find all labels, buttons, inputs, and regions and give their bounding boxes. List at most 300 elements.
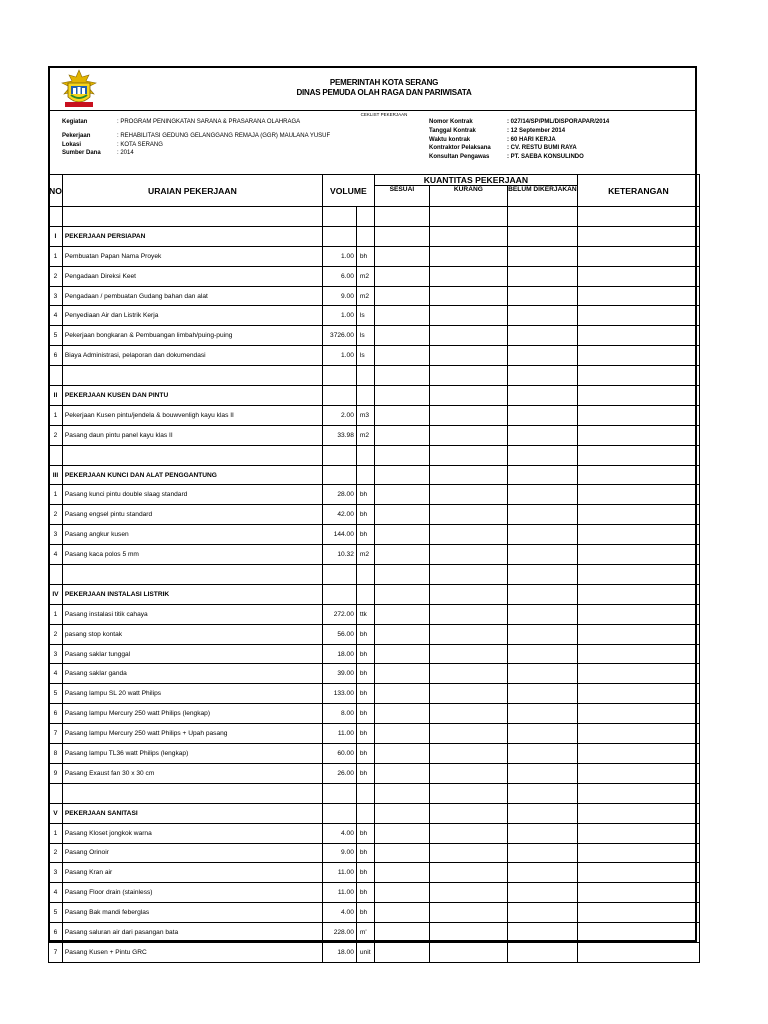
- row-description: Pekerjaan bongkaran & Pembuangan limbah/puing-puing: [62, 326, 322, 346]
- row-volume: 144.00: [322, 525, 356, 545]
- cell-keterangan: [577, 624, 699, 644]
- cell-keterangan: [577, 207, 699, 227]
- cell-belum: [507, 366, 577, 386]
- cell-kurang: [429, 207, 507, 227]
- col-header-kuantitas: KUANTITAS PEKERJAAN: [374, 175, 577, 186]
- info-label: Waktu kontrak: [429, 136, 471, 143]
- info-left-values: [117, 118, 330, 158]
- header-line-1: PEMERINTAH KOTA SERANG: [329, 78, 439, 87]
- info-left-labels: [62, 118, 101, 158]
- row-number: 2: [49, 624, 63, 644]
- cell-sesuai: [374, 465, 429, 485]
- row-description: Biaya Administrasi, pelaporan dan dokumendasi: [62, 346, 322, 366]
- cell-belum: [507, 684, 577, 704]
- row-volume: 1.00: [322, 246, 356, 266]
- blank-row: [49, 366, 700, 386]
- table-row: [49, 485, 700, 505]
- col-header-no: NO: [49, 175, 63, 207]
- cell-kurang: [429, 226, 507, 246]
- cell-kurang: [429, 883, 507, 903]
- row-number: 1: [49, 604, 63, 624]
- row-volume: 28.00: [322, 485, 356, 505]
- row-volume: 8.00: [322, 704, 356, 724]
- row-number: 6: [49, 704, 63, 724]
- row-unit: bh: [356, 744, 374, 764]
- cell-belum: [507, 326, 577, 346]
- row-volume: [322, 584, 356, 604]
- table-row: [49, 823, 700, 843]
- cell-kurang: [429, 843, 507, 863]
- cell-sesuai: [374, 803, 429, 823]
- cell-kurang: [429, 704, 507, 724]
- cell-keterangan: [577, 545, 699, 565]
- cell-keterangan: [577, 584, 699, 604]
- row-number: 1: [49, 405, 63, 425]
- row-volume: 18.00: [322, 942, 356, 962]
- table-row: [49, 664, 700, 684]
- cell-keterangan: [577, 286, 699, 306]
- blank-row: [49, 783, 700, 803]
- row-description: [62, 565, 322, 585]
- cell-kurang: [429, 684, 507, 704]
- cell-belum: [507, 525, 577, 545]
- row-unit: bh: [356, 863, 374, 883]
- cell-belum: [507, 425, 577, 445]
- cell-sesuai: [374, 783, 429, 803]
- row-description: Pasang saluran air dari pasangan bata: [62, 923, 322, 943]
- row-volume: 3726.00: [322, 326, 356, 346]
- row-description: Pasang Orinoir: [62, 843, 322, 863]
- row-description: Pasang lampu Mercury 250 watt Philips (lengkap): [62, 704, 322, 724]
- cell-sesuai: [374, 863, 429, 883]
- table-body: [49, 207, 700, 963]
- info-value: : KOTA SERANG: [117, 141, 163, 148]
- cell-sesuai: [374, 565, 429, 585]
- cell-belum: [507, 744, 577, 764]
- row-volume: 33.98: [322, 425, 356, 445]
- cell-keterangan: [577, 744, 699, 764]
- cell-kurang: [429, 783, 507, 803]
- row-unit: bh: [356, 883, 374, 903]
- cell-sesuai: [374, 883, 429, 903]
- cell-kurang: [429, 366, 507, 386]
- row-volume: 272.00: [322, 604, 356, 624]
- info-value: : PT. SAEBA KONSULINDO: [507, 154, 584, 161]
- row-number: 1: [49, 823, 63, 843]
- row-unit: [356, 386, 374, 406]
- cell-belum: [507, 624, 577, 644]
- cell-sesuai: [374, 704, 429, 724]
- section-row: [49, 465, 700, 485]
- cell-kurang: [429, 445, 507, 465]
- info-value: : CV. RESTU BUMI RAYA: [507, 145, 577, 152]
- cell-belum: [507, 565, 577, 585]
- row-unit: [356, 565, 374, 585]
- cell-keterangan: [577, 604, 699, 624]
- row-unit: m': [356, 923, 374, 943]
- table-row: [49, 505, 700, 525]
- info-value: : REHABILITASI GEDUNG GELANGGANG REMAJA (GGR) MAULANA YUSUF: [117, 132, 331, 139]
- row-description: Pasang lampu SL 20 watt Philips: [62, 684, 322, 704]
- row-number: 1: [49, 246, 63, 266]
- cell-keterangan: [577, 366, 699, 386]
- row-volume: 4.00: [322, 903, 356, 923]
- cell-kurang: [429, 923, 507, 943]
- row-description: Pengadaan Direksi Keet: [62, 266, 322, 286]
- info-label: Kontraktor Pelaksana: [429, 145, 491, 152]
- table-row: [49, 644, 700, 664]
- table-row: [49, 883, 700, 903]
- cell-belum: [507, 704, 577, 724]
- table-row: [49, 763, 700, 783]
- cell-sesuai: [374, 246, 429, 266]
- cell-keterangan: [577, 684, 699, 704]
- cell-kurang: [429, 246, 507, 266]
- row-description: Pasang Floor drain (stainless): [62, 883, 322, 903]
- table-row: [49, 903, 700, 923]
- cell-keterangan: [577, 843, 699, 863]
- cell-kurang: [429, 545, 507, 565]
- row-unit: ls: [356, 326, 374, 346]
- cell-kurang: [429, 724, 507, 744]
- header-divider: [48, 110, 697, 111]
- table-row: [49, 346, 700, 366]
- table-row: [49, 286, 700, 306]
- section-row: [49, 226, 700, 246]
- table-row: [49, 266, 700, 286]
- row-unit: bh: [356, 823, 374, 843]
- row-volume: 11.00: [322, 724, 356, 744]
- cell-sesuai: [374, 485, 429, 505]
- cell-keterangan: [577, 405, 699, 425]
- row-description: Pasang lampu Mercury 250 watt Philips + Upah pasang: [62, 724, 322, 744]
- row-number: 2: [49, 266, 63, 286]
- cell-belum: [507, 783, 577, 803]
- cell-belum: [507, 545, 577, 565]
- cell-sesuai: [374, 624, 429, 644]
- table-row: [49, 724, 700, 744]
- cell-keterangan: [577, 346, 699, 366]
- row-description: Pembuatan Papan Nama Proyek: [62, 246, 322, 266]
- cell-sesuai: [374, 724, 429, 744]
- row-unit: ttk: [356, 604, 374, 624]
- row-number: III: [49, 465, 63, 485]
- blank-row: [49, 565, 700, 585]
- cell-sesuai: [374, 445, 429, 465]
- cell-keterangan: [577, 226, 699, 246]
- cell-keterangan: [577, 485, 699, 505]
- row-number: 3: [49, 644, 63, 664]
- cell-sesuai: [374, 923, 429, 943]
- cell-sesuai: [374, 744, 429, 764]
- cell-sesuai: [374, 903, 429, 923]
- row-unit: bh: [356, 485, 374, 505]
- cell-belum: [507, 207, 577, 227]
- row-volume: 11.00: [322, 863, 356, 883]
- row-number: [49, 565, 63, 585]
- cell-sesuai: [374, 405, 429, 425]
- cell-sesuai: [374, 266, 429, 286]
- row-description: Pasang saklar ganda: [62, 664, 322, 684]
- section-row: [49, 584, 700, 604]
- cell-sesuai: [374, 386, 429, 406]
- header-line-2: DINAS PEMUDA OLAH RAGA DAN PARIWISATA: [296, 88, 472, 97]
- row-description: pasang stop kontak: [62, 624, 322, 644]
- cell-keterangan: [577, 445, 699, 465]
- row-description: [62, 207, 322, 227]
- ceklist-title: CEKLIST PEKERJAAN: [360, 112, 408, 117]
- info-value: : 12 September 2014: [507, 127, 566, 134]
- row-unit: bh: [356, 903, 374, 923]
- info-value: : PROGRAM PENINGKATAN SARANA & PRASARANA OLAHRAGA: [117, 119, 301, 125]
- cell-belum: [507, 923, 577, 943]
- row-number: I: [49, 226, 63, 246]
- table-row: [49, 863, 700, 883]
- row-unit: m3: [356, 405, 374, 425]
- row-description: Pasang angkur kusen: [62, 525, 322, 545]
- cell-keterangan: [577, 525, 699, 545]
- work-checklist-table: [48, 174, 700, 963]
- cell-sesuai: [374, 942, 429, 962]
- table-row: [49, 545, 700, 565]
- info-right-values: [507, 118, 609, 162]
- info-value: : 60 HARI KERJA: [507, 136, 556, 143]
- cell-sesuai: [374, 664, 429, 684]
- row-unit: bh: [356, 624, 374, 644]
- row-unit: bh: [356, 505, 374, 525]
- cell-belum: [507, 724, 577, 744]
- cell-kurang: [429, 942, 507, 962]
- cell-belum: [507, 664, 577, 684]
- cell-belum: [507, 803, 577, 823]
- cell-belum: [507, 226, 577, 246]
- cell-belum: [507, 306, 577, 326]
- cell-kurang: [429, 425, 507, 445]
- row-description: Pasang Exaust fan 30 x 30 cm: [62, 763, 322, 783]
- row-number: 4: [49, 306, 63, 326]
- row-volume: 1.00: [322, 346, 356, 366]
- row-volume: [322, 366, 356, 386]
- cell-belum: [507, 246, 577, 266]
- row-volume: [322, 445, 356, 465]
- table-row: [49, 306, 700, 326]
- row-volume: 42.00: [322, 505, 356, 525]
- cell-kurang: [429, 346, 507, 366]
- cell-sesuai: [374, 226, 429, 246]
- row-volume: [322, 803, 356, 823]
- table-row: [49, 624, 700, 644]
- row-number: 3: [49, 863, 63, 883]
- info-label: Kegiatan: [62, 119, 88, 125]
- col-header-keterangan: KETERANGAN: [577, 175, 699, 207]
- row-number: IV: [49, 584, 63, 604]
- row-unit: [356, 803, 374, 823]
- cell-keterangan: [577, 883, 699, 903]
- row-number: 3: [49, 286, 63, 306]
- row-number: II: [49, 386, 63, 406]
- row-volume: 1.00: [322, 306, 356, 326]
- row-number: V: [49, 803, 63, 823]
- row-volume: [322, 565, 356, 585]
- cell-sesuai: [374, 425, 429, 445]
- cell-keterangan: [577, 863, 699, 883]
- cell-sesuai: [374, 843, 429, 863]
- cell-sesuai: [374, 306, 429, 326]
- cell-keterangan: [577, 903, 699, 923]
- row-volume: 2.00: [322, 405, 356, 425]
- row-description: PEKERJAAN PERSIAPAN: [62, 226, 322, 246]
- row-number: [49, 207, 63, 227]
- cell-belum: [507, 386, 577, 406]
- row-description: Pasang instalasi titik cahaya: [62, 604, 322, 624]
- info-label: Tanggal Kontrak: [429, 127, 476, 134]
- cell-keterangan: [577, 724, 699, 744]
- cell-keterangan: [577, 704, 699, 724]
- table-row: [49, 942, 700, 962]
- row-description: Pasang kunci pintu double slaag standard: [62, 485, 322, 505]
- info-label: Konsultan Pengawas: [429, 154, 490, 161]
- cell-kurang: [429, 664, 507, 684]
- table-row: [49, 525, 700, 545]
- row-number: 6: [49, 346, 63, 366]
- row-description: Pasang Kran air: [62, 863, 322, 883]
- row-volume: [322, 386, 356, 406]
- row-number: 5: [49, 326, 63, 346]
- row-volume: [322, 783, 356, 803]
- row-volume: [322, 465, 356, 485]
- cell-sesuai: [374, 366, 429, 386]
- cell-kurang: [429, 644, 507, 664]
- section-row: [49, 386, 700, 406]
- row-number: 6: [49, 923, 63, 943]
- row-volume: 60.00: [322, 744, 356, 764]
- cell-kurang: [429, 903, 507, 923]
- cell-keterangan: [577, 246, 699, 266]
- cell-belum: [507, 604, 577, 624]
- row-volume: 133.00: [322, 684, 356, 704]
- cell-sesuai: [374, 584, 429, 604]
- row-unit: [356, 445, 374, 465]
- cell-sesuai: [374, 545, 429, 565]
- row-volume: [322, 226, 356, 246]
- cell-sesuai: [374, 684, 429, 704]
- row-number: [49, 783, 63, 803]
- row-unit: bh: [356, 525, 374, 545]
- cell-kurang: [429, 386, 507, 406]
- cell-sesuai: [374, 286, 429, 306]
- table-row: [49, 744, 700, 764]
- cell-sesuai: [374, 644, 429, 664]
- cell-belum: [507, 863, 577, 883]
- cell-belum: [507, 763, 577, 783]
- cell-keterangan: [577, 326, 699, 346]
- row-unit: bh: [356, 664, 374, 684]
- cell-keterangan: [577, 763, 699, 783]
- cell-kurang: [429, 863, 507, 883]
- cell-keterangan: [577, 266, 699, 286]
- cell-belum: [507, 505, 577, 525]
- cell-belum: [507, 465, 577, 485]
- cell-kurang: [429, 286, 507, 306]
- cell-kurang: [429, 405, 507, 425]
- cell-kurang: [429, 525, 507, 545]
- row-number: 7: [49, 724, 63, 744]
- row-number: [49, 445, 63, 465]
- row-unit: [356, 465, 374, 485]
- row-number: 8: [49, 744, 63, 764]
- cell-keterangan: [577, 306, 699, 326]
- col-header-sesuai: SESUAI: [374, 186, 429, 207]
- cell-keterangan: [577, 942, 699, 962]
- col-header-kurang: KURANG: [429, 186, 507, 207]
- cell-keterangan: [577, 565, 699, 585]
- info-label: Sumber Dana: [62, 150, 101, 157]
- info-label: Lokasi: [62, 141, 82, 148]
- row-volume: 9.00: [322, 843, 356, 863]
- info-label: Nomor Kontrak: [429, 119, 473, 125]
- cell-kurang: [429, 485, 507, 505]
- row-description: Pasang lampu TL36 watt Philips (lengkap): [62, 744, 322, 764]
- col-header-belum: BELUM DIKERJAKAN: [507, 186, 577, 207]
- cell-kurang: [429, 306, 507, 326]
- row-number: 4: [49, 664, 63, 684]
- cell-kurang: [429, 763, 507, 783]
- blank-row: [49, 207, 700, 227]
- cell-keterangan: [577, 644, 699, 664]
- cell-sesuai: [374, 763, 429, 783]
- row-unit: bh: [356, 644, 374, 664]
- cell-keterangan: [577, 386, 699, 406]
- row-description: Pasang kaca polos 5 mm: [62, 545, 322, 565]
- row-number: 2: [49, 843, 63, 863]
- row-unit: bh: [356, 684, 374, 704]
- row-description: [62, 366, 322, 386]
- cell-kurang: [429, 744, 507, 764]
- table-row: [49, 604, 700, 624]
- row-description: Pasang Bak mandi feberglas: [62, 903, 322, 923]
- cell-belum: [507, 405, 577, 425]
- col-header-uraian: URAIAN PEKERJAAN: [62, 175, 322, 207]
- row-number: 4: [49, 883, 63, 903]
- row-description: Pekerjaan Kusen pintu/jendela & bouwvenligh kayu klas II: [62, 405, 322, 425]
- row-description: Pengadaan / pembuatan Gudang bahan dan alat: [62, 286, 322, 306]
- row-description: Pasang Kloset jongkok warna: [62, 823, 322, 843]
- row-number: [49, 366, 63, 386]
- row-volume: 10.32: [322, 545, 356, 565]
- cell-sesuai: [374, 346, 429, 366]
- row-volume: 39.00: [322, 664, 356, 684]
- row-volume: 9.00: [322, 286, 356, 306]
- cell-kurang: [429, 584, 507, 604]
- cell-sesuai: [374, 207, 429, 227]
- cell-kurang: [429, 465, 507, 485]
- row-description: Pasang saklar tunggal: [62, 644, 322, 664]
- cell-belum: [507, 584, 577, 604]
- row-volume: 56.00: [322, 624, 356, 644]
- row-unit: bh: [356, 763, 374, 783]
- row-unit: ls: [356, 346, 374, 366]
- row-description: PEKERJAAN SANITASI: [62, 803, 322, 823]
- row-number: 4: [49, 545, 63, 565]
- cell-kurang: [429, 803, 507, 823]
- row-volume: 18.00: [322, 644, 356, 664]
- col-header-volume: VOLUME: [322, 175, 374, 207]
- table-row: [49, 684, 700, 704]
- row-unit: [356, 207, 374, 227]
- cell-kurang: [429, 624, 507, 644]
- cell-kurang: [429, 326, 507, 346]
- blank-row: [49, 445, 700, 465]
